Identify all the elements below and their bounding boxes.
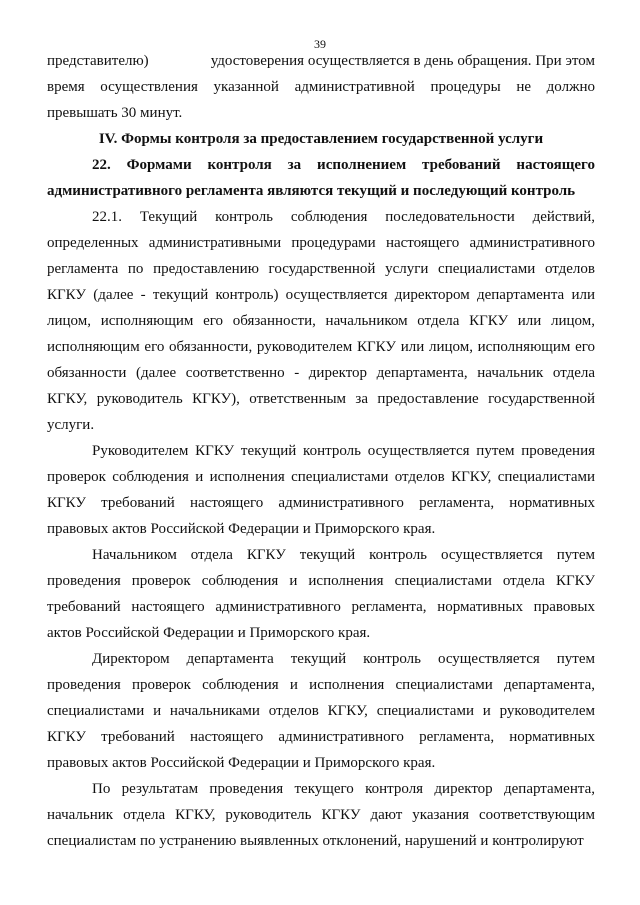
page-number: 39 xyxy=(314,37,326,51)
clause-22-1: 22.1. Текущий контроль соблюдения последовательности действий, определенных административными процедурами настоящего административного регламента по предоставлению государственной услуги специалистами отделов КГКУ (далее - текущий контроль) осуществляется директором департамента или лицом, исполняющим его обязанности, начальником отдела КГКУ или лицом, исполняющим его обязанности, руководителем КГКУ или лицом, исполняющим его обязанности (далее соответственно - директор департамента, начальник отдела КГКУ, руководитель КГКУ), ответственным за предоставление государственной услуги. xyxy=(47,209,595,433)
paragraph-continuation-start: представителю) xyxy=(47,53,149,69)
paragraph-results: По результатам проведения текущего контроля директор департамента, начальник отдела КГКУ, руководитель КГКУ дают указания соответствующим специалистам по устранению выявленных отклонений, нарушений и контролируют xyxy=(47,781,595,849)
paragraph-department-head-control: Начальником отдела КГКУ текущий контроль осуществляется путем проведения проверок соблюдения и исполнения специалистами отдела КГКУ требований настоящего административного регламента, нормативных правовых актов Российской Федерации и Приморского края. xyxy=(47,547,595,641)
clause-22-heading: 22. Формами контроля за исполнением требований настоящего административного регламента являются текущий и последующий контроль xyxy=(47,157,595,199)
paragraph-continuation xyxy=(47,48,595,126)
paragraph-head-control: Руководителем КГКУ текущий контроль осуществляется путем проведения проверок соблюдения и исполнения специалистами отделов КГКУ, специалистами КГКУ требований настоящего административного регламента, нормативных правовых актов Российской Федерации и Приморского края. xyxy=(47,443,595,537)
section-heading: IV. Формы контроля за предоставлением государственной услуги xyxy=(98,131,544,147)
paragraph-continuation-rest: удостоверения осуществляется в день обращения. При этом время осуществления указанной административной процедуры не должно превышать 30 минут. xyxy=(47,53,595,121)
document-body xyxy=(47,48,595,854)
paragraph-director-control: Директором департамента текущий контроль осуществляется путем проведения проверок соблюдения и исполнения специалистами департамента, специалистами и начальниками отделов КГКУ, специалистами и руководителем КГКУ требований настоящего административного регламента, нормативных правовых актов Российской Федерации и Приморского края. xyxy=(47,651,595,771)
